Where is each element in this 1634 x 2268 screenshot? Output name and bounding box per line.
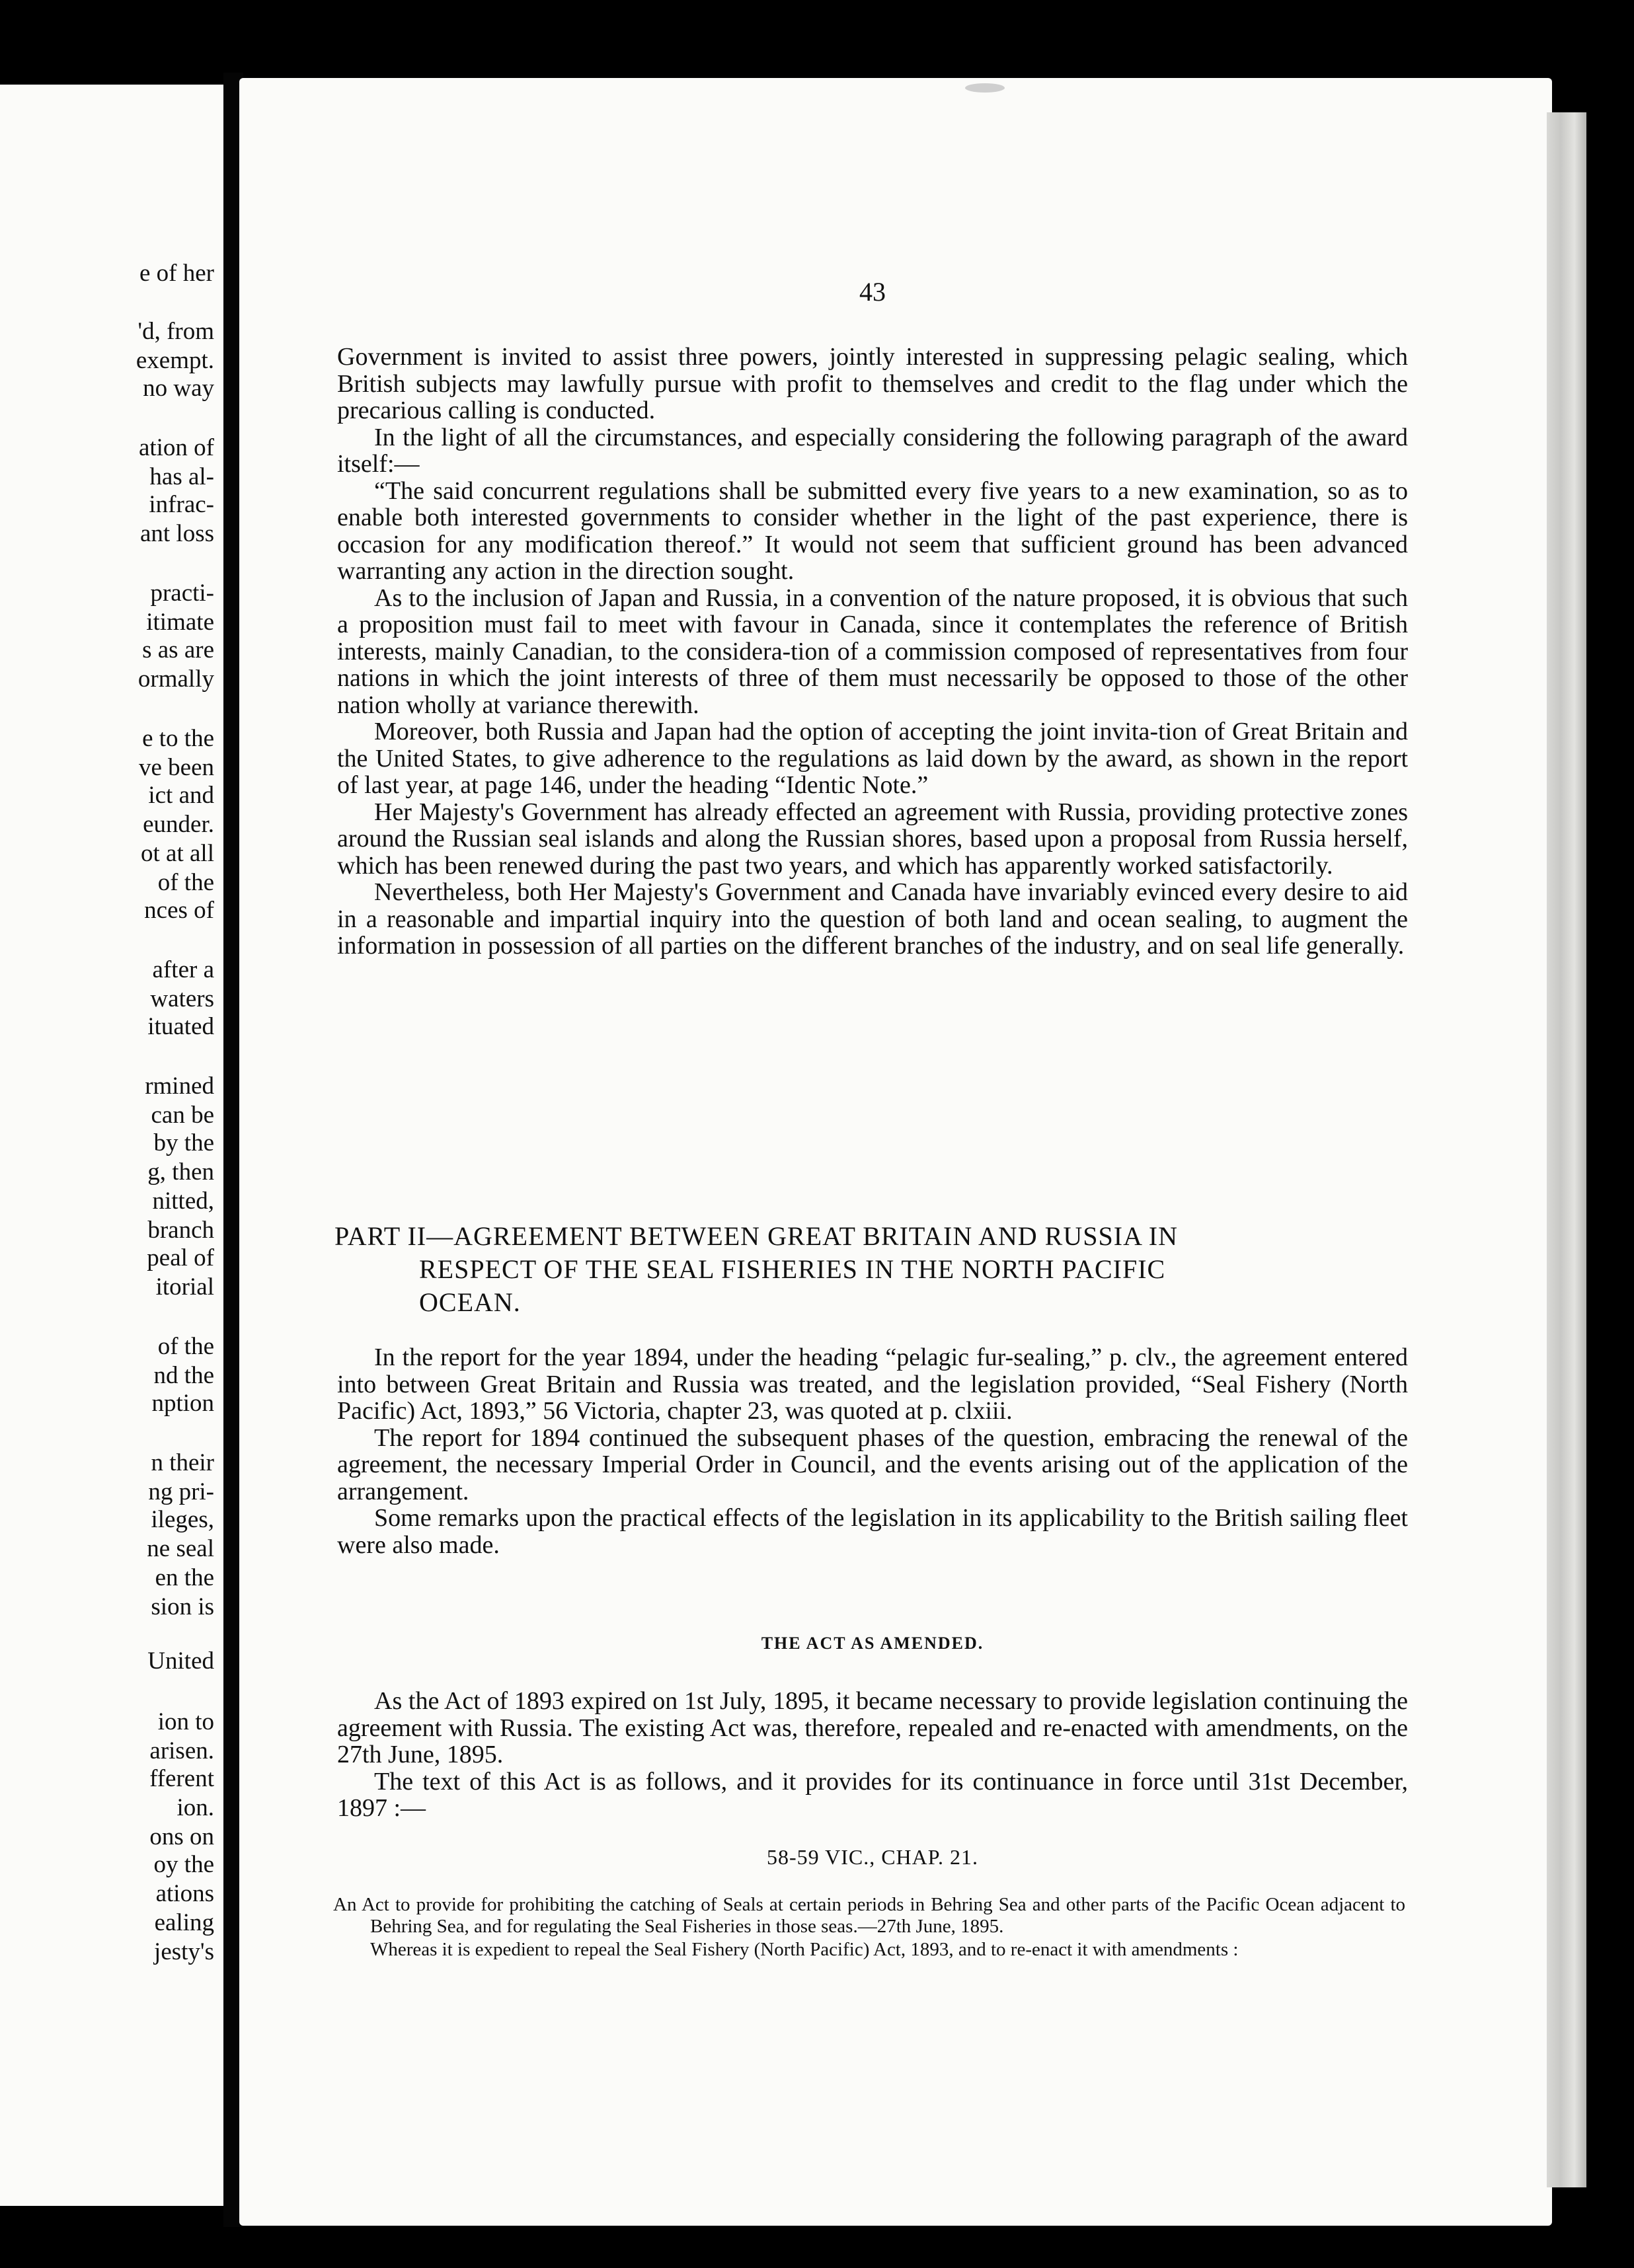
left-page-fragment: arisen. <box>149 1737 214 1764</box>
left-page-fragment: nption <box>151 1390 214 1417</box>
left-page-fragment: itorial <box>155 1273 214 1301</box>
left-page-fragment: ot at all <box>141 840 214 867</box>
left-page-fragment: of the <box>157 869 214 896</box>
left-page-fragment: ion to <box>157 1708 214 1735</box>
part-heading-line: OCEAN. <box>419 1287 521 1317</box>
paragraph: The report for 1894 continued the subsequent phases of the question, embracing the renewal of the agreement, the necessary Imperial Order in Council, and the events arising out of the application of the arrangement. <box>337 1423 1408 1505</box>
left-page-fragment: can be <box>151 1102 214 1129</box>
left-facing-page <box>0 85 223 2206</box>
left-page-fragment: branch <box>147 1217 214 1244</box>
paragraph: Her Majesty's Government has already effected an agreement with Russia, providing protective zones around the Russian seal islands and along the Russian shores, based upon a proposal from Russia herself, which has been renewed during the past two years, and which has apparently worked satisfactorily. <box>337 798 1408 880</box>
left-page-fragment: no way <box>143 375 214 402</box>
left-page-fragment: n their <box>151 1449 214 1476</box>
part-heading-line: PART II—AGREEMENT BETWEEN GREAT BRITAIN AND RUSSIA IN <box>334 1221 1178 1251</box>
left-page-fragment: ituated <box>147 1013 214 1040</box>
left-page-fragment: of the <box>157 1333 214 1360</box>
part-heading-line: RESPECT OF THE SEAL FISHERIES IN THE NORTH PACIFIC <box>419 1254 1166 1284</box>
left-page-fragment: ations <box>155 1880 214 1907</box>
paragraph: Moreover, both Russia and Japan had the option of accepting the joint invita-tion of Great Britain and the United States, to give adherence to the regulations as laid down by the award, as shown in the report of last year, at page 146, under the heading “Identic Note.” <box>337 718 1408 799</box>
section-two <box>337 1344 1408 1558</box>
page-edge <box>1547 112 1586 2187</box>
paragraph: As the Act of 1893 expired on 1st July, 1895, it became necessary to provide legislation continuing the agreement with Russia. The existing Act was, therefore, repealed and re-enacted with amendments, on the 27th June, 1895. <box>337 1687 1408 1768</box>
left-page-fragment: 'd, from <box>137 318 214 345</box>
left-page-fragment: jesty's <box>154 1938 214 1965</box>
left-page-fragment: by the <box>153 1129 214 1156</box>
act-whereas: Whereas it is expedient to repeal the Seal Fishery (North Pacific) Act, 1893, and to re-enact it with amendments : <box>370 1939 1239 1960</box>
paper-speck <box>965 83 1005 93</box>
left-page-fragment: after a <box>152 956 214 983</box>
left-page-fragment: peal of <box>147 1244 214 1271</box>
paragraph: In the report for the year 1894, under the heading “pelagic fur-sealing,” p. clv., the agreement entered into between Great Britain and Russia was treated, and the legislation provided, “Seal Fishery (North Pacific) Act, 1893,” 56 Victoria, chapter 23, was quoted at p. clxiii. <box>337 1343 1408 1425</box>
left-page-fragment: ant loss <box>139 520 214 547</box>
left-page-fragment: e to the <box>142 725 214 752</box>
left-page-fragment: ation of <box>138 434 214 461</box>
left-page-fragment: ict and <box>148 782 214 809</box>
left-page-fragment: practi- <box>150 580 214 607</box>
left-page-fragment: waters <box>150 985 214 1012</box>
left-page-fragment: ealing <box>154 1909 214 1936</box>
section-three <box>337 1688 1408 1822</box>
left-page-fragment: ileges, <box>151 1506 214 1533</box>
left-page-fragment: s as are <box>142 636 214 663</box>
left-page-fragment: nitted, <box>152 1188 214 1215</box>
left-page-fragment: eunder. <box>143 811 214 838</box>
page-number: 43 <box>859 277 886 307</box>
left-page-fragment: exempt. <box>136 347 214 374</box>
paragraph: In the light of all the circumstances, and especially considering the following paragraph of the award itself:— <box>337 423 1408 478</box>
section-one <box>337 344 1408 960</box>
left-page-fragment: ne seal <box>147 1535 214 1562</box>
left-page-fragment: itimate <box>146 609 214 636</box>
left-page-fragment: fferent <box>149 1765 214 1792</box>
left-page-fragment: g, then <box>147 1158 214 1186</box>
paragraph: Some remarks upon the practical effects of the legislation in its applicability to the British sailing fleet were also made. <box>337 1504 1408 1559</box>
left-page-fragment: nd the <box>153 1362 214 1389</box>
act-long-title: An Act to provide for prohibiting the catching of Seals at certain periods in Behring Sea and other parts of the Pacific Ocean adjacent to Behring Sea, and for regulating the Seal Fisheries in those seas.—27th June, 1895. <box>333 1894 1405 1937</box>
left-page-fragment: has al- <box>149 463 214 490</box>
paragraph: The text of this Act is as follows, and it provides for its continuance in force until 31st December, 1897 :— <box>337 1767 1408 1822</box>
left-page-fragment: rmined <box>145 1073 214 1100</box>
paragraph: As to the inclusion of Japan and Russia, in a convention of the nature proposed, it is obvious that such a proposition must fail to meet with favour in Canada, since it contemplates the reference of British interests, mainly Canadian, to the considera-tion of a commission composed of representatives from four nations in which the joint interests of three of them must necessarily be opposed to those of the other nation wholly at variance therewith. <box>337 584 1408 719</box>
award-quote: “The said concurrent regulations shall be submitted every five years to a new examination, so as to enable both interested governments to consider whether in the light of the past experience, there is occasion for any modification thereof.” It would not seem that sufficient ground has been advanced warranting any action in the direction sought. <box>337 476 1408 585</box>
left-page-fragment: e of her <box>139 260 214 287</box>
left-page-fragment: ng pri- <box>148 1478 214 1505</box>
left-page-fragment: ons on <box>149 1823 214 1850</box>
act-text <box>333 1894 1405 1961</box>
part-two-heading <box>334 1220 1412 1319</box>
left-page-fragment: ion. <box>176 1794 214 1821</box>
left-page-fragment: sion is <box>151 1593 214 1620</box>
left-page-fragment: United <box>147 1647 214 1675</box>
paragraph: Government is invited to assist three powers, jointly interested in suppressing pelagic sealing, which British subjects may lawfully pursue with profit to themselves and credit to the flag under which the precarious calling is conducted. <box>337 343 1408 424</box>
left-page-fragment: en the <box>155 1564 214 1591</box>
left-page-fragment: infrac- <box>149 491 214 518</box>
chapter-heading: 58-59 VIC., CHAP. 21. <box>767 1845 978 1869</box>
act-subheading: THE ACT AS AMENDED. <box>761 1634 984 1653</box>
paragraph: Nevertheless, both Her Majesty's Government and Canada have invariably evinced every desire to aid in a reasonable and impartial inquiry into the question of both land and ocean sealing, to augment the information in possession of all parties on the different branches of the industry, and on seal life generally. <box>337 878 1408 960</box>
left-page-fragment: ormally <box>137 665 214 693</box>
left-page-fragment: nces of <box>144 897 214 924</box>
left-page-fragment: oy the <box>153 1851 214 1878</box>
left-page-fragment: ve been <box>138 754 214 781</box>
